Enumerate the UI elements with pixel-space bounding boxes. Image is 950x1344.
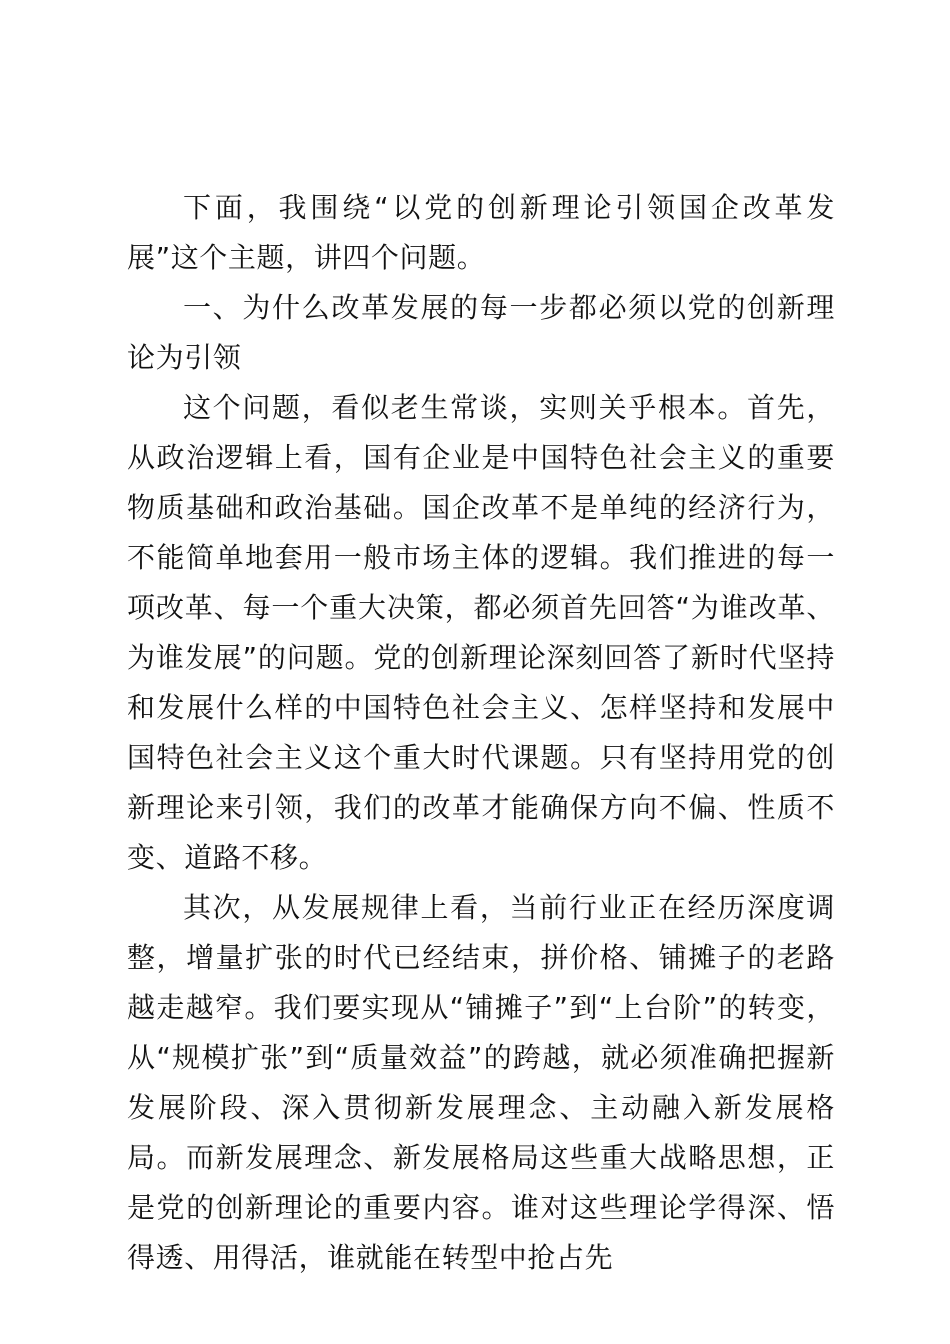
body-paragraph-development-law: 其次，从发展规律上看，当前行业正在经历深度调整，增量扩张的时代已经结束，拼价格、铺摊子的老路越走越窄。我们要实现从“铺摊子”到“上台阶”的转变，从“规模扩张”到“质量效益”的跨越，就必须准确把握新发展阶段、深入贯彻新发展理念、主动融入新发展格局。而新发展理念、新发展格局这些重大战略思想，正是党的创新理论的重要内容。谁对这些理论学得深、悟得透、用得活，谁就能在转型中抢占先 <box>127 891 835 1274</box>
intro-paragraph: 下面，我围绕“以党的创新理论引领国企改革发展”这个主题，讲四个问题。 <box>127 191 835 274</box>
document-page <box>127 183 835 1283</box>
section-heading-1: 一、为什么改革发展的每一步都必须以党的创新理论为引领 <box>127 291 835 374</box>
body-paragraph-political-logic: 这个问题，看似老生常谈，实则关乎根本。首先，从政治逻辑上看，国有企业是中国特色社会主义的重要物质基础和政治基础。国企改革不是单纯的经济行为，不能简单地套用一般市场主体的逻辑。我们推进的每一项改革、每一个重大决策，都必须首先回答“为谁改革、为谁发展”的问题。党的创新理论深刻回答了新时代坚持和发展什么样的中国特色社会主义、怎样坚持和发展中国特色社会主义这个重大时代课题。只有坚持用党的创新理论来引领，我们的改革才能确保方向不偏、性质不变、道路不移。 <box>127 391 835 874</box>
